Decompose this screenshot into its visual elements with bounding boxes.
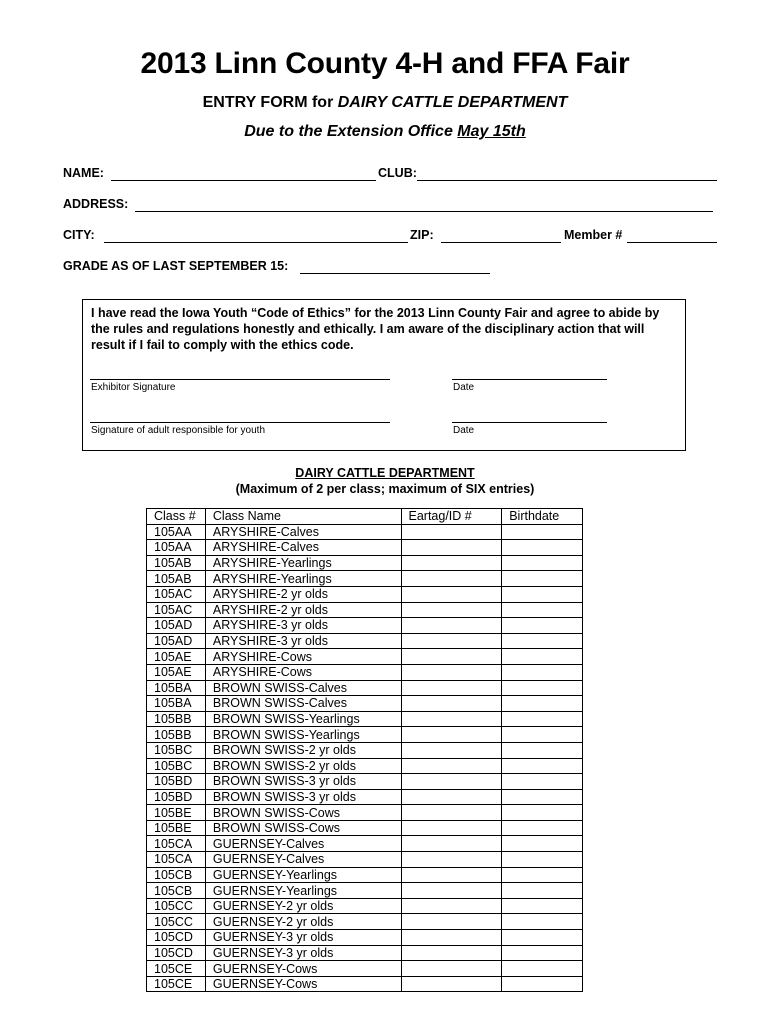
eartag-input-cell[interactable]	[401, 789, 502, 805]
department-note: (Maximum of 2 per class; maximum of SIX entries)	[235, 482, 535, 496]
class-number-cell: 105AD	[147, 618, 206, 634]
class-name-cell: BROWN SWISS-Yearlings	[205, 711, 401, 727]
class-number-cell: 105CC	[147, 898, 206, 914]
class-name-cell: ARYSHIRE-Yearlings	[205, 555, 401, 571]
eartag-input-cell[interactable]	[401, 867, 502, 883]
class-number-cell: 105AC	[147, 602, 206, 618]
birthdate-input-cell[interactable]	[502, 852, 583, 868]
class-number-cell: 105AE	[147, 649, 206, 665]
birthdate-input-cell[interactable]	[502, 540, 583, 556]
table-row	[147, 774, 583, 790]
table-row	[147, 914, 583, 930]
eartag-input-cell[interactable]	[401, 664, 502, 680]
class-name-cell: ARYSHIRE-2 yr olds	[205, 586, 401, 602]
eartag-input-cell[interactable]	[401, 774, 502, 790]
birthdate-input-cell[interactable]	[502, 914, 583, 930]
class-number-cell: 105AB	[147, 571, 206, 587]
eartag-input-cell[interactable]	[401, 602, 502, 618]
city-label: CITY:	[63, 228, 95, 242]
class-name-cell: BROWN SWISS-Calves	[205, 680, 401, 696]
class-number-cell: 105AC	[147, 586, 206, 602]
class-number-cell: 105CA	[147, 836, 206, 852]
eartag-input-cell[interactable]	[401, 742, 502, 758]
table-row	[147, 618, 583, 634]
table-row	[147, 805, 583, 821]
birthdate-input-cell[interactable]	[502, 945, 583, 961]
class-name-cell: BROWN SWISS-Yearlings	[205, 727, 401, 743]
club-label: CLUB:	[378, 166, 417, 180]
eartag-input-cell[interactable]	[401, 852, 502, 868]
class-name-cell: GUERNSEY-Cows	[205, 961, 401, 977]
table-row	[147, 586, 583, 602]
name-club-row	[63, 166, 723, 184]
birthdate-input-cell[interactable]	[502, 976, 583, 992]
name-label: NAME:	[63, 166, 104, 180]
class-number-cell: 105BA	[147, 680, 206, 696]
eartag-input-cell[interactable]	[401, 836, 502, 852]
class-name-cell: ARYSHIRE-Cows	[205, 664, 401, 680]
table-row	[147, 727, 583, 743]
birthdate-input-cell[interactable]	[502, 696, 583, 712]
subtitle-department: DAIRY CATTLE DEPARTMENT	[337, 94, 568, 111]
birthdate-input-cell[interactable]	[502, 649, 583, 665]
grade-row	[63, 259, 723, 277]
birthdate-input-cell[interactable]	[502, 633, 583, 649]
eartag-input-cell[interactable]	[401, 898, 502, 914]
birthdate-input-cell[interactable]	[502, 555, 583, 571]
class-name-cell: GUERNSEY-Yearlings	[205, 883, 401, 899]
class-number-cell: 105CB	[147, 867, 206, 883]
class-name-cell: GUERNSEY-Yearlings	[205, 867, 401, 883]
class-name-cell: BROWN SWISS-Cows	[205, 820, 401, 836]
column-header-class: Class #	[147, 509, 206, 525]
form-subtitle	[0, 94, 770, 112]
member-number-field[interactable]	[627, 242, 717, 243]
table-row	[147, 758, 583, 774]
ethics-agreement-box	[82, 299, 686, 451]
table-row	[147, 836, 583, 852]
entries-table	[146, 508, 583, 992]
eartag-input-cell[interactable]	[401, 758, 502, 774]
eartag-input-cell[interactable]	[401, 680, 502, 696]
address-label: ADDRESS:	[63, 197, 129, 211]
class-number-cell: 105AD	[147, 633, 206, 649]
eartag-input-cell[interactable]	[401, 961, 502, 977]
exhibitor-signature-line[interactable]	[90, 379, 390, 380]
class-number-cell: 105BB	[147, 727, 206, 743]
class-number-cell: 105CB	[147, 883, 206, 899]
table-header-row	[147, 509, 583, 525]
member-label: Member #	[564, 228, 623, 242]
birthdate-input-cell[interactable]	[502, 742, 583, 758]
eartag-input-cell[interactable]	[401, 524, 502, 540]
due-date: May 15th	[457, 123, 526, 140]
grade-label: GRADE AS OF LAST SEPTEMBER 15:	[63, 259, 289, 273]
birthdate-input-cell[interactable]	[502, 867, 583, 883]
table-row	[147, 742, 583, 758]
class-name-cell: GUERNSEY-Calves	[205, 836, 401, 852]
name-field[interactable]	[111, 180, 376, 181]
class-name-cell: GUERNSEY-Cows	[205, 976, 401, 992]
due-prefix: Due to the Extension Office	[244, 123, 458, 140]
class-number-cell: 105AA	[147, 524, 206, 540]
eartag-input-cell[interactable]	[401, 711, 502, 727]
department-heading-block	[0, 465, 770, 497]
class-number-cell: 105BE	[147, 820, 206, 836]
class-name-cell: ARYSHIRE-3 yr olds	[205, 633, 401, 649]
birthdate-input-cell[interactable]	[502, 758, 583, 774]
birthdate-input-cell[interactable]	[502, 930, 583, 946]
class-name-cell: GUERNSEY-2 yr olds	[205, 898, 401, 914]
birthdate-input-cell[interactable]	[502, 586, 583, 602]
eartag-input-cell[interactable]	[401, 914, 502, 930]
table-row	[147, 555, 583, 571]
birthdate-input-cell[interactable]	[502, 898, 583, 914]
table-row	[147, 852, 583, 868]
class-name-cell: ARYSHIRE-3 yr olds	[205, 618, 401, 634]
grade-field[interactable]	[300, 273, 490, 274]
class-number-cell: 105BE	[147, 805, 206, 821]
birthdate-input-cell[interactable]	[502, 711, 583, 727]
table-row	[147, 571, 583, 587]
class-name-cell: GUERNSEY-3 yr olds	[205, 930, 401, 946]
birthdate-input-cell[interactable]	[502, 836, 583, 852]
class-number-cell: 105AE	[147, 664, 206, 680]
table-row	[147, 602, 583, 618]
class-number-cell: 105BD	[147, 774, 206, 790]
class-number-cell: 105BD	[147, 789, 206, 805]
class-name-cell: GUERNSEY-3 yr olds	[205, 945, 401, 961]
table-row	[147, 789, 583, 805]
class-name-cell: GUERNSEY-Calves	[205, 852, 401, 868]
eartag-input-cell[interactable]	[401, 976, 502, 992]
class-name-cell: ARYSHIRE-2 yr olds	[205, 602, 401, 618]
table-row	[147, 696, 583, 712]
column-header-eartag: Eartag/ID #	[401, 509, 502, 525]
birthdate-input-cell[interactable]	[502, 524, 583, 540]
due-notice	[0, 123, 770, 141]
class-number-cell: 105CE	[147, 976, 206, 992]
class-number-cell: 105CD	[147, 930, 206, 946]
table-row	[147, 633, 583, 649]
adult-signature-line[interactable]	[90, 422, 390, 423]
table-row	[147, 649, 583, 665]
exhibitor-date-line[interactable]	[452, 379, 607, 380]
page-title: 2013 Linn County 4-H and FFA Fair	[140, 47, 630, 80]
table-row	[147, 711, 583, 727]
table-row	[147, 898, 583, 914]
class-name-cell: BROWN SWISS-2 yr olds	[205, 742, 401, 758]
birthdate-input-cell[interactable]	[502, 820, 583, 836]
table-row	[147, 867, 583, 883]
birthdate-input-cell[interactable]	[502, 883, 583, 899]
exhibitor-date-label: Date	[453, 382, 475, 393]
eartag-input-cell[interactable]	[401, 649, 502, 665]
adult-signature-label: Signature of adult responsible for youth	[91, 425, 265, 436]
eartag-input-cell[interactable]	[401, 696, 502, 712]
table-row	[147, 680, 583, 696]
eartag-input-cell[interactable]	[401, 633, 502, 649]
zip-label: ZIP:	[410, 228, 434, 242]
table-row	[147, 540, 583, 556]
address-row	[63, 197, 723, 215]
eartag-input-cell[interactable]	[401, 571, 502, 587]
zip-field[interactable]	[441, 242, 561, 243]
table-row	[147, 930, 583, 946]
table-row	[147, 945, 583, 961]
eartag-input-cell[interactable]	[401, 618, 502, 634]
class-number-cell: 105CE	[147, 961, 206, 977]
class-number-cell: 105BA	[147, 696, 206, 712]
table-row	[147, 664, 583, 680]
adult-date-label: Date	[453, 425, 475, 436]
entries-table-body	[147, 524, 583, 992]
ethics-statement: I have read the Iowa Youth “Code of Ethics” for the 2013 Linn County Fair and agree to abide by the rules and regulations honestly and ethically. I am aware of the disciplinary action that will result if I fail to comply with the ethics code.	[91, 306, 660, 352]
class-name-cell: GUERNSEY-2 yr olds	[205, 914, 401, 930]
birthdate-input-cell[interactable]	[502, 680, 583, 696]
class-name-cell: ARYSHIRE-Calves	[205, 540, 401, 556]
eartag-input-cell[interactable]	[401, 555, 502, 571]
table-row	[147, 820, 583, 836]
class-name-cell: BROWN SWISS-3 yr olds	[205, 789, 401, 805]
class-number-cell: 105CD	[147, 945, 206, 961]
eartag-input-cell[interactable]	[401, 586, 502, 602]
exhibitor-signature-label: Exhibitor Signature	[91, 382, 176, 393]
eartag-input-cell[interactable]	[401, 945, 502, 961]
birthdate-input-cell[interactable]	[502, 618, 583, 634]
class-name-cell: BROWN SWISS-2 yr olds	[205, 758, 401, 774]
table-row	[147, 976, 583, 992]
adult-date-line[interactable]	[452, 422, 607, 423]
class-name-cell: BROWN SWISS-Calves	[205, 696, 401, 712]
class-name-cell: ARYSHIRE-Yearlings	[205, 571, 401, 587]
birthdate-input-cell[interactable]	[502, 789, 583, 805]
eartag-input-cell[interactable]	[401, 727, 502, 743]
class-number-cell: 105CA	[147, 852, 206, 868]
class-number-cell: 105AA	[147, 540, 206, 556]
birthdate-input-cell[interactable]	[502, 664, 583, 680]
class-name-cell: ARYSHIRE-Cows	[205, 649, 401, 665]
city-zip-member-row	[63, 228, 723, 246]
column-header-class-name: Class Name	[205, 509, 401, 525]
subtitle-prefix: ENTRY FORM for	[202, 94, 338, 111]
eartag-input-cell[interactable]	[401, 540, 502, 556]
class-name-cell: BROWN SWISS-3 yr olds	[205, 774, 401, 790]
class-number-cell: 105BB	[147, 711, 206, 727]
column-header-birthdate: Birthdate	[502, 509, 583, 525]
class-number-cell: 105AB	[147, 555, 206, 571]
department-heading: DAIRY CATTLE DEPARTMENT	[295, 466, 475, 480]
class-number-cell: 105BC	[147, 742, 206, 758]
birthdate-input-cell[interactable]	[502, 961, 583, 977]
class-number-cell: 105CC	[147, 914, 206, 930]
birthdate-input-cell[interactable]	[502, 805, 583, 821]
class-name-cell: ARYSHIRE-Calves	[205, 524, 401, 540]
birthdate-input-cell[interactable]	[502, 727, 583, 743]
class-name-cell: BROWN SWISS-Cows	[205, 805, 401, 821]
class-number-cell: 105BC	[147, 758, 206, 774]
birthdate-input-cell[interactable]	[502, 602, 583, 618]
club-field[interactable]	[417, 180, 717, 181]
eartag-input-cell[interactable]	[401, 930, 502, 946]
city-field[interactable]	[104, 242, 408, 243]
table-row	[147, 883, 583, 899]
table-row	[147, 524, 583, 540]
eartag-input-cell[interactable]	[401, 805, 502, 821]
table-row	[147, 961, 583, 977]
birthdate-input-cell[interactable]	[502, 571, 583, 587]
eartag-input-cell[interactable]	[401, 883, 502, 899]
address-field[interactable]	[135, 211, 713, 212]
birthdate-input-cell[interactable]	[502, 774, 583, 790]
eartag-input-cell[interactable]	[401, 820, 502, 836]
